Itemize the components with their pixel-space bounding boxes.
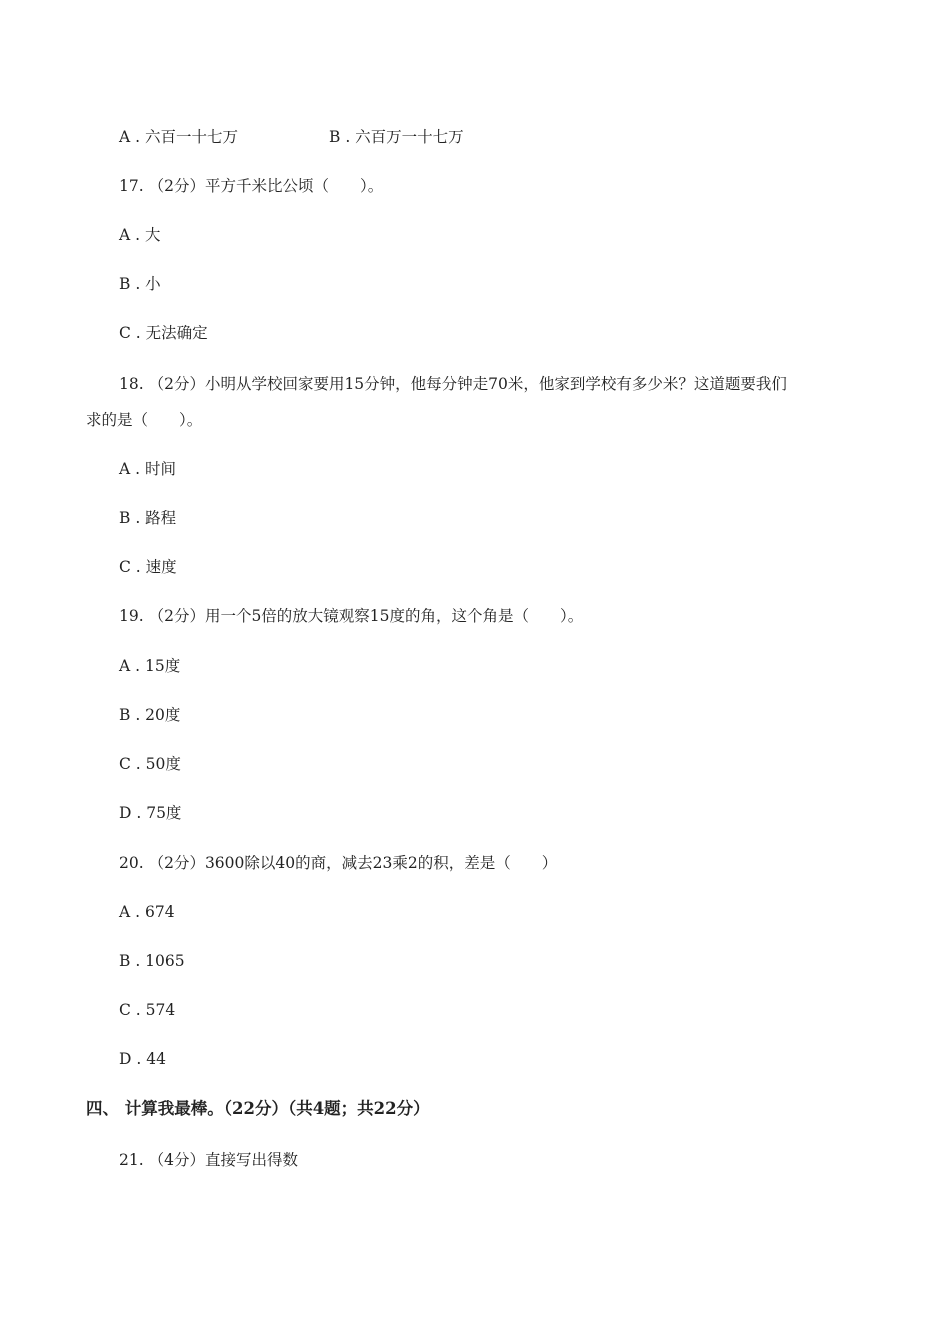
question-21-stem: 21. （4分）直接写出得数 (119, 1151, 298, 1169)
q19-option-c: C . 50度 (119, 755, 181, 773)
question-17-stem: 17. （2分）平方千米比公顷（ ）。 (119, 177, 384, 195)
q19-option-a: A . 15度 (119, 657, 181, 675)
q20-option-b: B . 1065 (119, 952, 185, 970)
question-19-stem: 19. （2分）用一个5倍的放大镜观察15度的角，这个角是（ ）。 (119, 607, 584, 625)
question-18-stem-line2: 求的是（ ）。 (86, 411, 203, 429)
q18-option-c: C . 速度 (119, 558, 177, 576)
q20-option-d: D . 44 (119, 1050, 166, 1068)
q17-option-b: B . 小 (119, 275, 161, 293)
q19-option-b: B . 20度 (119, 706, 181, 724)
question-20-stem: 20. （2分）3600除以40的商，减去23乘2的积，差是（ ） (119, 854, 558, 872)
q16-option-a: A . 六百一十七万 (119, 128, 238, 146)
question-18-stem-line1: 18. （2分）小明从学校回家要用15分钟，他每分钟走70米，他家到学校有多少米？这道题要我们 (119, 375, 787, 393)
q20-option-c: C . 574 (119, 1001, 176, 1019)
q20-option-a: A . 674 (119, 903, 175, 921)
q17-option-c: C . 无法确定 (119, 324, 208, 342)
q16-option-b: B . 六百万一十七万 (329, 128, 464, 146)
q19-option-d: D . 75度 (119, 804, 182, 822)
q18-option-a: A . 时间 (119, 460, 176, 478)
q17-option-a: A . 大 (119, 226, 161, 244)
q18-option-b: B . 路程 (119, 509, 177, 527)
section-4-heading: 四、 计算我最棒。（22分）（共4题；共22分） (86, 1099, 430, 1118)
